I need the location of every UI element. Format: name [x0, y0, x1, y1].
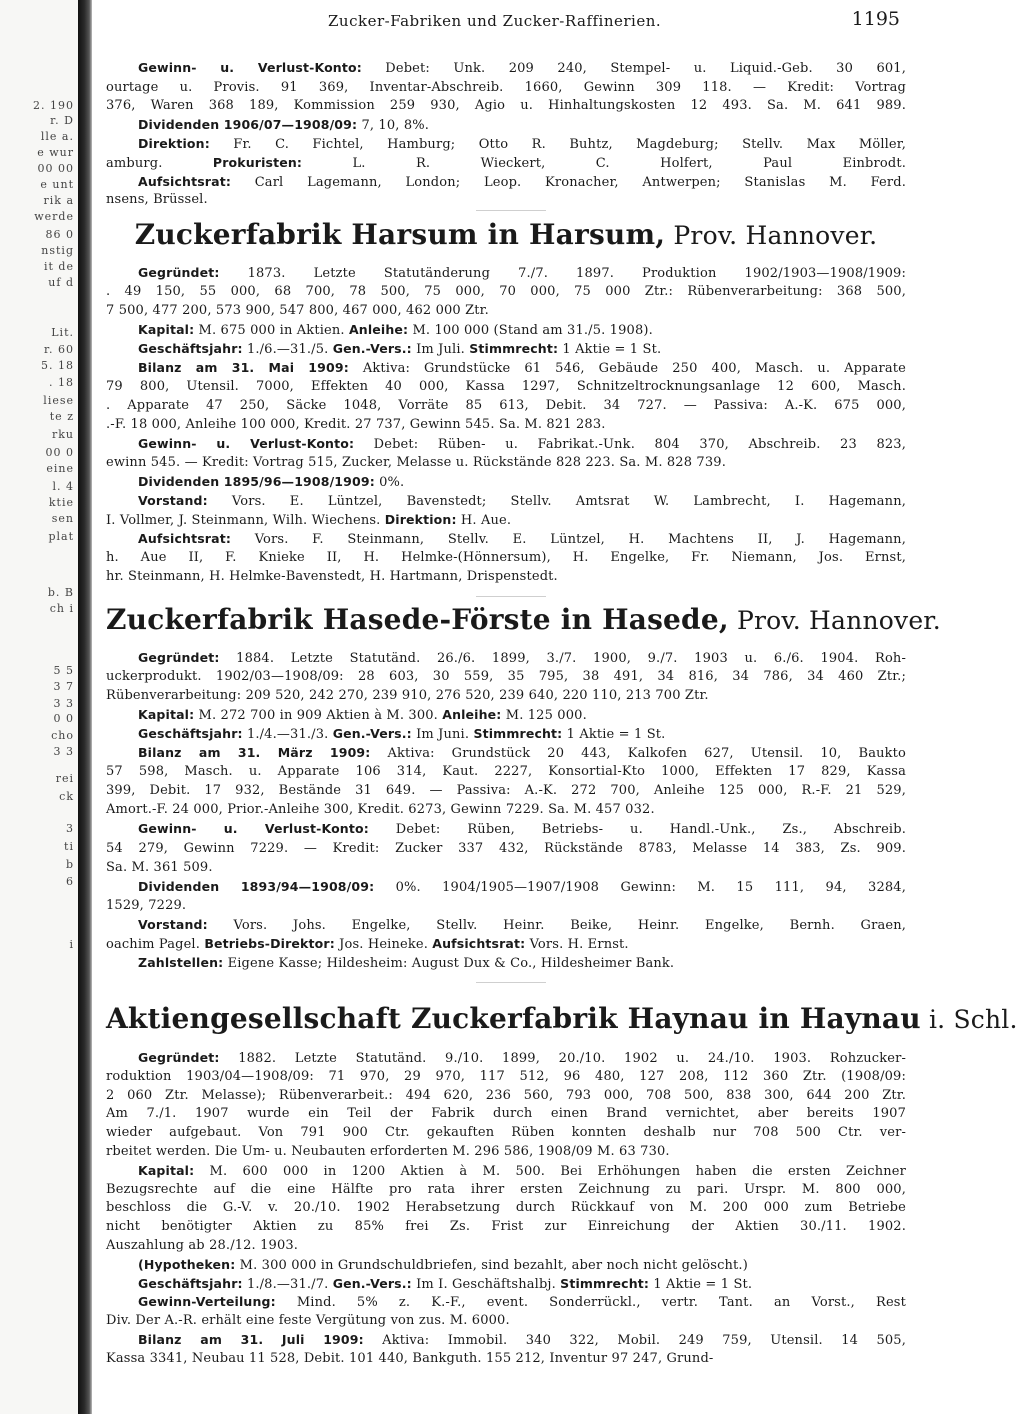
field-label: Kapital: [138, 1163, 195, 1178]
facing-page-text-fragment: 5 5 [53, 664, 74, 677]
text-line [106, 303, 906, 319]
field-value: L. R. Wieckert, C. Holfert, Paul Einbrodt. [302, 156, 906, 171]
field-value: Im Juni. [411, 727, 474, 742]
field-value: 1 Aktie = 1 St. [562, 727, 666, 742]
facing-page-text-fragment: l. 4 [52, 480, 74, 493]
text-line [138, 821, 906, 838]
text-line [138, 136, 906, 153]
field-label: Gen.-Vers.: [332, 726, 412, 741]
text-line [138, 707, 906, 724]
text-line [106, 1069, 906, 1085]
field-value: . 49 150, 55 000, 68 700, 78 500, 75 000, 70 000, 75 000 Ztr.: Rübenverarbeitung: 368 500, [106, 284, 906, 299]
field-label: Geschäftsjahr: [138, 1276, 243, 1291]
text-line [138, 531, 906, 548]
field-label: Gewinn-Verteilung: [138, 1294, 276, 1309]
field-label: (Hypotheken: [138, 1257, 236, 1272]
field-value: 2 060 Ztr. Melasse); Rübenverarbeit.: 494 620, 236 560, 793 000, 708 500, 838 300, 644 200 Ztr. [106, 1088, 906, 1103]
facing-page-text-fragment: 3 7 [53, 680, 74, 693]
field-value: Auszahlung ab 28./12. 1903. [106, 1238, 299, 1253]
field-value: Fr. C. Fichtel, Hamburg; Otto R. Buhtz, Magdeburg; Stellv. Max Möller, [209, 137, 906, 152]
field-label: Anleihe: [442, 707, 502, 722]
facing-page-edge [0, 0, 80, 1414]
field-value: rbeitet werden. Die Um- u. Neubauten erforderten M. 296 586, 1908/09 M. 63 730. [106, 1144, 670, 1159]
facing-page-text-fragment: 00 0 [45, 446, 74, 459]
field-label: Kapital: [138, 322, 195, 337]
page-body [106, 0, 1018, 1414]
field-label: Gen.-Vers.: [332, 341, 412, 356]
field-label: Zahlstellen: [138, 955, 224, 970]
company-location: i. Schl. [920, 1005, 1018, 1034]
field-label: Aufsichtsrat: [138, 174, 231, 189]
text-line [138, 955, 906, 972]
field-label: Aufsichtsrat: [138, 531, 231, 546]
text-line [106, 1219, 906, 1235]
running-header-title: Zucker-Fabriken und Zucker-Raffinerien. [328, 12, 662, 30]
facing-page-text-fragment: ch i [49, 602, 74, 615]
field-label: Direktion: [138, 136, 210, 151]
facing-page-text-fragment: ck [59, 790, 74, 803]
field-label: Stimmrecht: [560, 1276, 650, 1291]
text-line [106, 1200, 906, 1216]
field-value: M. 125 000. [501, 708, 587, 723]
field-value: 1873. Letzte Statutänderung 7./7. 1897. Produktion 1902/1903—1908/1909: [219, 266, 906, 281]
field-value: Am 7./1. 1907 wurde ein Teil der Fabrik durch einen Brand vernichtet, aber bereits 1907 [106, 1106, 906, 1121]
field-value: 1./4.—31./3. [242, 727, 333, 742]
field-value: Carl Lagemann, London; Leop. Kronacher, Antwerpen; Stanislas M. Ferd. [230, 175, 906, 190]
field-value: 376, Waren 368 189, Kommission 259 930, Agio u. Hinhaltungskosten 12 493. Sa. M. 641 989. [106, 98, 906, 113]
field-value: hr. Steinmann, H. Helmke-Bavenstedt, H. Hartmann, Drispenstedt. [106, 569, 558, 584]
field-value: 1884. Letzte Statutänd. 26./6. 1899, 3./7. 1900, 9./7. 1903 u. 6./6. 1904. Roh- [219, 651, 906, 666]
field-value: 1./8.—31./7. [242, 1277, 333, 1292]
field-value: Aktiva: Immobil. 340 322, Mobil. 249 759, Utensil. 14 505, [363, 1333, 906, 1348]
text-line [106, 688, 906, 704]
facing-page-text-fragment: it de [44, 260, 74, 273]
field-value: beschloss die G.-V. v. 20./10. 1902 Herabsetzung durch Rückkauf von M. 200 000 zum Betriebe [106, 1200, 906, 1215]
text-line [106, 192, 906, 208]
text-line [106, 1313, 906, 1329]
facing-page-text-fragment: 0 0 [53, 712, 74, 725]
company-title [106, 603, 941, 636]
facing-page-text-fragment: rei [55, 772, 74, 785]
field-value: ourtage u. Provis. 91 369, Inventar-Abschreib. 1660, Gewinn 309 118. — Kredit: Vortrag [106, 80, 906, 95]
page-number: 1195 [851, 8, 900, 30]
text-line [106, 841, 906, 857]
text-line [106, 860, 906, 876]
field-value: M. 272 700 in 909 Aktien à M. 300. [194, 708, 443, 723]
field-label: Bilanz am 31. März 1909: [138, 745, 371, 760]
field-label: Prokuristen: [212, 155, 303, 170]
field-value: amburg. [106, 156, 213, 171]
text-line [106, 569, 906, 585]
field-value: 1./6.—31./5. [242, 342, 333, 357]
field-value: h. Aue II, F. Knieke II, H. Helmke-(Hönnersum), H. Engelke, Fr. Niemann, Jos. Ernst, [106, 550, 906, 565]
facing-page-text-fragment: . 18 [49, 376, 74, 389]
field-value: Mind. 5% z. K.-F., event. Sonderrückl., vertr. Tant. an Vorst., Rest [275, 1295, 906, 1310]
field-value: Eigene Kasse; Hildesheim: August Dux & Co., Hildesheimer Bank. [223, 956, 675, 971]
text-line [138, 1163, 906, 1180]
field-label: Geschäftsjahr: [138, 341, 243, 356]
field-label: Bilanz am 31. Mai 1909: [138, 360, 349, 375]
text-line [138, 322, 906, 339]
facing-page-text-fragment: 2. 190 [33, 99, 74, 112]
text-line [138, 436, 906, 453]
field-value: Debet: Unk. 209 240, Stempel- u. Liquid.-Geb. 30 601, [361, 61, 906, 76]
field-value: Vors. F. Steinmann, Stellv. E. Lüntzel, H. Machtens II, J. Hagemann, [230, 532, 906, 547]
field-value: 1 Aktie = 1 St. [558, 342, 662, 357]
text-line [106, 1351, 906, 1367]
text-line [138, 1276, 906, 1293]
text-line [106, 417, 906, 433]
field-value: Bezugsrechte auf die eine Hälfte pro rata ihrer ersten Zeichnung zu pari. Urspr. M. 800 000, [106, 1182, 906, 1197]
field-value: 399, Debit. 17 932, Bestände 31 649. — Passiva: A.-K. 272 700, Anleihe 125 000, R.-F. 21 529, [106, 783, 906, 798]
text-line [106, 1106, 906, 1122]
field-label: Gewinn- u. Verlust-Konto: [138, 60, 362, 75]
text-line [106, 379, 906, 395]
field-value: .-F. 18 000, Anleihe 100 000, Kredit. 27 737, Gewinn 545. Sa. M. 821 283. [106, 417, 606, 432]
field-value: Debet: Rüben, Betriebs- u. Handl.-Unk., Zs., Abschreib. [368, 822, 906, 837]
company-name: Zuckerfabrik Hasede-Förste in Hasede, [106, 603, 729, 636]
section-divider [476, 982, 546, 983]
field-value: H. Aue. [456, 513, 512, 528]
field-label: Stimmrecht: [469, 341, 559, 356]
text-line [138, 1332, 906, 1349]
field-label: Kapital: [138, 707, 195, 722]
field-label: Gewinn- u. Verlust-Konto: [138, 436, 355, 451]
facing-page-text-fragment: e wur [37, 146, 74, 159]
field-value: oachim Pagel. [106, 937, 205, 952]
field-value: M. 300 000 in Grundschuldbriefen, sind bezahlt, aber noch nicht gelöscht.) [235, 1258, 748, 1273]
text-line [138, 745, 906, 762]
field-label: Geschäftsjahr: [138, 726, 243, 741]
text-line [106, 1088, 906, 1104]
facing-page-text-fragment: 3 [66, 822, 74, 835]
field-label: Anleihe: [348, 322, 409, 337]
text-line [106, 898, 906, 914]
field-value: Div. Der A.-R. erhält eine feste Vergütung von zus. M. 6000. [106, 1313, 510, 1328]
text-line [106, 1182, 906, 1198]
text-line [106, 764, 906, 780]
text-line [138, 1294, 906, 1311]
text-line [106, 783, 906, 799]
text-line [106, 155, 906, 172]
facing-page-text-fragment: 3 3 [53, 745, 74, 758]
field-label: Gegründet: [138, 650, 220, 665]
field-value: Vors. H. Ernst. [525, 937, 629, 952]
facing-page-text-fragment: 5. 18 [41, 359, 74, 372]
field-value: 1882. Letzte Statutänd. 9./10. 1899, 20./10. 1902 u. 24./10. 1903. Rohzucker- [219, 1051, 906, 1066]
field-label: Dividenden 1895/96—1908/1909: [138, 474, 375, 489]
field-value: 54 279, Gewinn 7229. — Kredit: Zucker 337 432, Rückstände 8783, Melasse 14 383, Zs. 909. [106, 841, 906, 856]
facing-page-text-fragment: rik a [43, 194, 74, 207]
facing-page-text-fragment: nstig [41, 244, 74, 257]
field-value: wieder aufgebaut. Von 791 900 Ctr. gekauften Rüben konnten deshalb nur 708 500 Ctr. ver- [106, 1125, 906, 1140]
facing-page-text-fragment: eine [46, 462, 74, 475]
facing-page-text-fragment: 00 00 [37, 162, 74, 175]
text-line [138, 879, 906, 896]
facing-page-text-fragment: uf d [48, 276, 74, 289]
text-line [106, 80, 906, 96]
field-value: 7, 10, 8%. [357, 118, 430, 133]
facing-page-text-fragment: ti [64, 840, 74, 853]
text-line [106, 455, 906, 471]
facing-page-text-fragment: sen [51, 512, 74, 525]
facing-page-text-fragment: ktie [48, 496, 74, 509]
field-label: Stimmrecht: [473, 726, 563, 741]
facing-page-text-fragment: 6 [66, 875, 74, 888]
field-label: Gen.-Vers.: [332, 1276, 412, 1291]
field-value: 7 500, 477 200, 573 900, 547 800, 467 000, 462 000 Ztr. [106, 303, 489, 318]
field-value: M. 100 000 (Stand am 31./5. 1908). [408, 323, 653, 338]
facing-page-text-fragment: 86 0 [45, 228, 74, 241]
text-line [138, 117, 906, 134]
facing-page-text-fragment: r. 60 [43, 343, 74, 356]
company-title [106, 1002, 1018, 1035]
text-line [106, 284, 906, 300]
company-location: Prov. Hannover. [728, 606, 941, 635]
running-header [106, 8, 906, 34]
text-line [138, 917, 906, 934]
field-value: M. 675 000 in Aktien. [194, 323, 349, 338]
field-value: . Apparate 47 250, Säcke 1048, Vorräte 85 613, Debit. 34 727. — Passiva: A.-K. 675 000, [106, 398, 906, 413]
facing-page-text-fragment: b. B [47, 586, 74, 599]
text-line [138, 1257, 906, 1274]
text-line [106, 936, 906, 953]
field-value: Im I. Geschäftshalbj. [411, 1277, 561, 1292]
text-line [138, 1050, 906, 1067]
field-value: 0%. 1904/1905—1907/1908 Gewinn: M. 15 111, 94, 3284, [374, 880, 906, 895]
section-divider [476, 210, 546, 211]
facing-page-text-fragment: Lit. [51, 326, 74, 339]
field-label: Dividenden 1893/94—1908/09: [138, 879, 375, 894]
field-label: Gewinn- u. Verlust-Konto: [138, 821, 369, 836]
facing-page-text-fragment: e unt [40, 178, 74, 191]
field-label: Direktion: [384, 512, 457, 527]
text-line [138, 474, 906, 491]
company-location: Prov. Hannover. [665, 221, 878, 250]
text-line [138, 60, 906, 77]
field-label: Vorstand: [138, 917, 208, 932]
facing-page-text-fragment: b [65, 858, 74, 871]
field-value: Rübenverarbeitung: 209 520, 242 270, 239 910, 276 520, 239 640, 220 110, 213 700 Ztr. [106, 688, 709, 703]
field-value: Amort.-F. 24 000, Prior.-Anleihe 300, Kredit. 6273, Gewinn 7229. Sa. M. 457 032. [106, 802, 655, 817]
field-value: uckerprodukt. 1902/03—1908/09: 28 603, 30 559, 35 795, 38 491, 34 816, 34 786, 34 460 Ztr.; [106, 669, 906, 684]
text-line [106, 669, 906, 685]
text-line [106, 550, 906, 566]
field-value: nsens, Brüssel. [106, 192, 208, 207]
field-value: ewinn 545. — Kredit: Vortrag 515, Zucker, Melasse u. Rückstände 828 223. Sa. M. 828 739. [106, 455, 726, 470]
text-line [106, 1144, 906, 1160]
facing-page-text-fragment: te z [49, 410, 74, 423]
text-line [106, 98, 906, 114]
text-line [106, 1125, 906, 1141]
field-value: Kassa 3341, Neubau 11 528, Debit. 101 440, Bankguth. 155 212, Inventur 97 247, Grund- [106, 1351, 714, 1366]
facing-page-text-fragment: lle a. [40, 130, 74, 143]
field-value: 1 Aktie = 1 St. [649, 1277, 753, 1292]
field-label: Gegründet: [138, 1050, 220, 1065]
text-line [138, 265, 906, 282]
company-title [106, 218, 906, 251]
field-value: roduktion 1903/04—1908/09: 71 970, 29 970, 117 512, 96 480, 127 208, 112 360 Ztr. (1908/09: [106, 1069, 906, 1084]
field-label: Aufsichtsrat: [432, 936, 526, 951]
field-value: Vors. Johs. Engelke, Stellv. Heinr. Beike, Heinr. Engelke, Bernh. Graen, [207, 918, 906, 933]
field-value: Vors. E. Lüntzel, Bavenstedt; Stellv. Amtsrat W. Lambrecht, I. Hagemann, [207, 494, 906, 509]
field-value: I. Vollmer, J. Steinmann, Wilh. Wiechens. [106, 513, 385, 528]
facing-page-text-fragment: rku [51, 428, 74, 441]
section-divider [476, 596, 546, 597]
company-name: Zuckerfabrik Harsum in Harsum, [134, 218, 666, 251]
field-value: Aktiva: Grundstücke 61 546, Gebäude 250 400, Masch. u. Apparate [348, 361, 906, 376]
field-label: Betriebs-Direktor: [204, 936, 335, 951]
facing-page-text-fragment: r. D [50, 114, 74, 127]
text-line [106, 398, 906, 414]
facing-page-text-fragment: plat [48, 530, 74, 543]
field-value: Aktiva: Grundstück 20 443, Kalkofen 627, Utensil. 10, Baukto [370, 746, 906, 761]
facing-page-text-fragment: werde [34, 210, 74, 223]
facing-page-text-fragment: 3 3 [53, 697, 74, 710]
field-value: Sa. M. 361 509. [106, 860, 213, 875]
facing-page-text-fragment: cho [51, 729, 74, 742]
field-value: Im Juli. [411, 342, 470, 357]
text-line [138, 174, 906, 191]
field-label: Bilanz am 31. Juli 1909: [138, 1332, 364, 1347]
text-line [138, 650, 906, 667]
field-value: 0%. [374, 475, 405, 490]
text-line [138, 726, 906, 743]
facing-page-text-fragment: i [69, 938, 74, 951]
field-value: 79 800, Utensil. 7000, Effekten 40 000, Kassa 1297, Schnitzeltrocknungsanlage 12 600, Masch. [106, 379, 906, 394]
company-name: Aktiengesellschaft Zuckerfabrik Haynau in Haynau [106, 1002, 921, 1035]
field-label: Dividenden 1906/07—1908/09: [138, 117, 358, 132]
field-value: 57 598, Masch. u. Apparate 106 314, Kaut. 2227, Konsortial-Kto 1000, Effekten 17 829, Kassa [106, 764, 906, 779]
field-value: Jos. Heineke. [334, 937, 433, 952]
field-value: Debet: Rüben- u. Fabrikat.-Unk. 804 370, Abschreib. 23 823, [354, 437, 906, 452]
text-line [138, 493, 906, 510]
text-line [106, 512, 906, 529]
text-line [138, 360, 906, 377]
field-value: 1529, 7229. [106, 898, 187, 913]
facing-page-text-fragment: liese [43, 394, 74, 407]
field-label: Vorstand: [138, 493, 208, 508]
text-line [106, 802, 906, 818]
book-gutter [78, 0, 92, 1414]
text-line [138, 341, 906, 358]
field-label: Gegründet: [138, 265, 220, 280]
text-line [106, 1238, 906, 1254]
field-value: M. 600 000 in 1200 Aktien à M. 500. Bei Erhöhungen haben die ersten Zeichner [194, 1164, 906, 1179]
field-value: nicht benötigter Aktien zu 85% frei Zs. Frist zur Einreichung der Aktien 30./11. 1902. [106, 1219, 906, 1234]
